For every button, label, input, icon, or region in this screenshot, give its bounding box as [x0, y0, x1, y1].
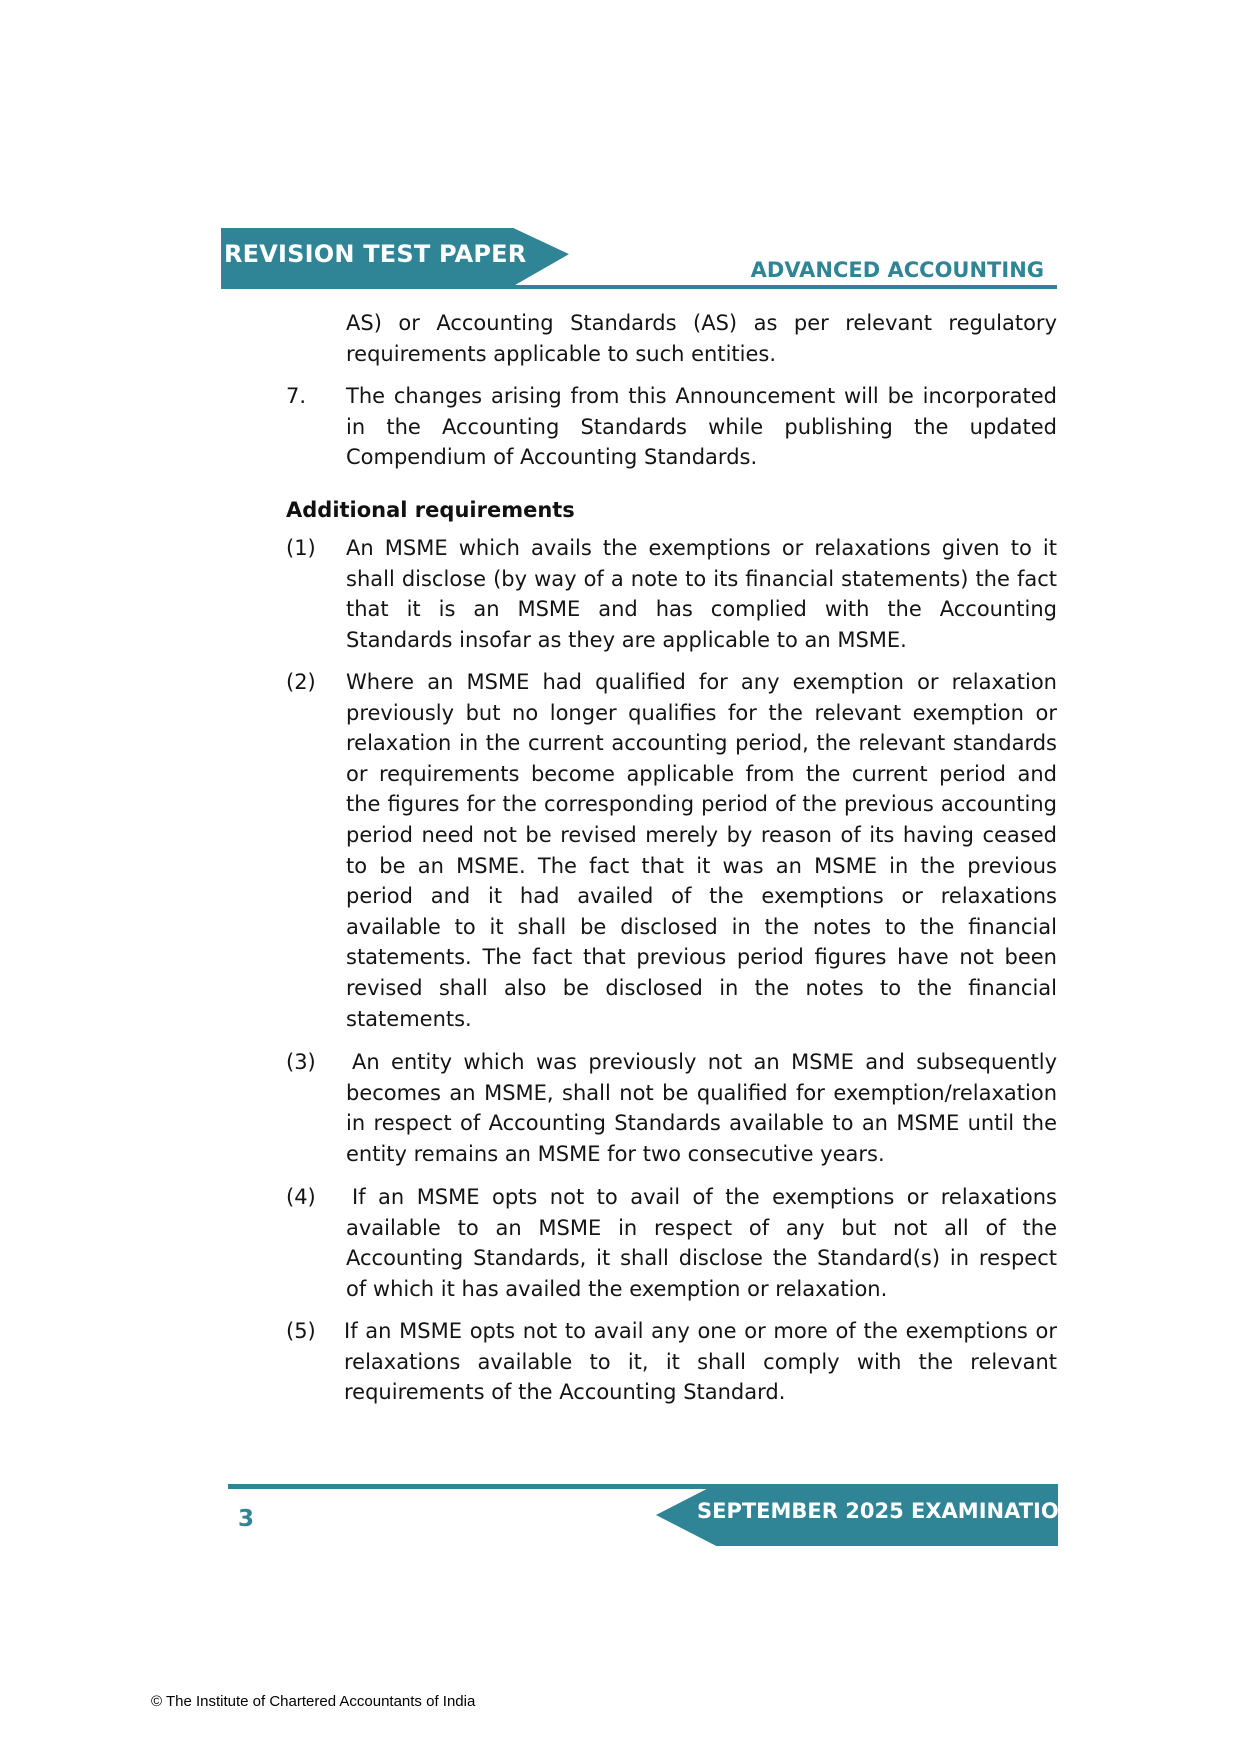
page-number: 3	[238, 1506, 255, 1532]
copyright-notice: © The Institute of Chartered Accountants of India	[151, 1693, 476, 1710]
requirement-1-number: (1)	[286, 536, 316, 560]
requirement-1-text: An MSME which avails the exemptions or relaxations given to it shall disclose (by way of a note to its financial statements) the fact that it is an MSME and has complied with the Accounting Standards insofar as they are applicable to an MSME.	[346, 536, 1057, 652]
requirement-5-text: If an MSME opts not to avail any one or more of the exemptions or relaxations available to it, it shall comply with the relevant requirements of the Accounting Standard.	[344, 1319, 1057, 1405]
footer-exam-label: SEPTEMBER 2025 EXAMINATION	[697, 1499, 1077, 1523]
continuation-paragraph: AS) or Accounting Standards (AS) as per relevant regulatory requirements applicable to such entities.	[346, 311, 1057, 366]
header-banner-title: REVISION TEST PAPER	[224, 240, 527, 268]
requirement-2-text: Where an MSME had qualified for any exemption or relaxation previously but no longer qualifies for the relevant exemption or relaxation in the current accounting period, the relevant standards or requirements become applicable from the current period and the figures for the corresponding period of the previous accounting period need not be revised merely by reason of its having ceased to be an MSME. The fact that it was an MSME in the previous period and it had availed of the exemptions or relaxations available to it shall be disclosed in the notes to the financial statements. The fact that previous period figures have not been revised shall also be disclosed in the notes to the financial statements.	[346, 670, 1057, 1031]
requirement-4-text: If an MSME opts not to avail of the exemptions or relaxations available to an MSME in respect of any but not all of the Accounting Standards, it shall disclose the Standard(s) in respect of which it has availed the exemption or relaxation.	[346, 1185, 1057, 1301]
requirement-4-number: (4)	[286, 1185, 316, 1209]
requirement-3-number: (3)	[286, 1050, 316, 1074]
section-heading: Additional requirements	[286, 498, 575, 522]
header-rule	[221, 285, 1057, 289]
item-7-text: The changes arising from this Announcement will be incorporated in the Accounting Standards while publishing the updated Compendium of Accounting Standards.	[346, 384, 1057, 470]
requirement-2-number: (2)	[286, 670, 316, 694]
header-subject: ADVANCED ACCOUNTING	[750, 258, 1044, 282]
requirement-5-number: (5)	[286, 1319, 316, 1343]
requirement-3-text: An entity which was previously not an MSME and subsequently becomes an MSME, shall not be qualified for exemption/relaxation in respect of Accounting Standards available to an MSME until the entity remains an MSME for two consecutive years.	[346, 1050, 1057, 1166]
item-7-number: 7.	[286, 384, 307, 408]
